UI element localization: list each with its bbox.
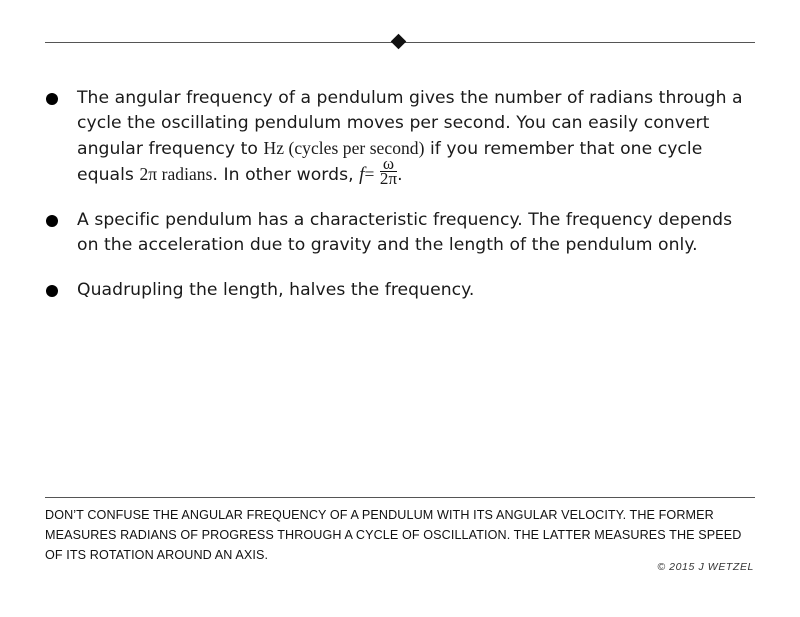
footnote: DON’T CONFUSE THE ANGULAR FREQUENCY OF A PENDULUM WITH ITS ANGULAR VELOCITY. THE FORMER MEASURES RADIANS OF PROGRESS THROUGH A CYCLE OF OSCILLATION. THE LATTER MEASURES THE SPEED OF ITS ROTATION AROUND AN AXIS. — [45, 508, 742, 562]
bullet-text: A specific pendulum has a characteristic frequency. The frequency depends on the acceleration due to gravity and the length of the pendulum only. — [77, 210, 733, 255]
bullet-dot-icon — [46, 285, 58, 297]
bullet-text-part1: The angular frequency of a pendulum gives the number of radians through a cycle the oscillating pendulum moves per second. You can easily convert angular frequency to — [77, 88, 743, 159]
formula-fraction — [379, 153, 398, 188]
formula-end: . — [397, 165, 403, 185]
formula-numerator: ω — [380, 157, 397, 172]
diamond-icon — [391, 34, 407, 50]
formula-variable: f — [359, 164, 365, 185]
copyright-notice: © 2015 J WETZEL — [657, 561, 754, 573]
bullet-item-characteristic-frequency — [45, 208, 757, 258]
unit-text: Hz (cycles per second) — [263, 138, 425, 158]
bullet-text-part2: if you remember that one cycle equals — [77, 139, 703, 185]
formula-equals: = — [364, 164, 375, 184]
bullet-dot-icon — [46, 93, 58, 105]
bullet-list — [45, 86, 757, 323]
bullet-item-angular-frequency — [45, 86, 757, 188]
bottom-divider — [45, 497, 755, 498]
bullet-text: Quadrupling the length, halves the frequency. — [77, 280, 475, 300]
bullet-text-part3: . In other words, — [212, 165, 360, 185]
bullet-dot-icon — [46, 215, 58, 227]
formula-denominator: 2π — [379, 168, 398, 188]
bullet-item-quadrupling — [45, 278, 757, 303]
radians-text: 2π radians — [139, 164, 213, 184]
